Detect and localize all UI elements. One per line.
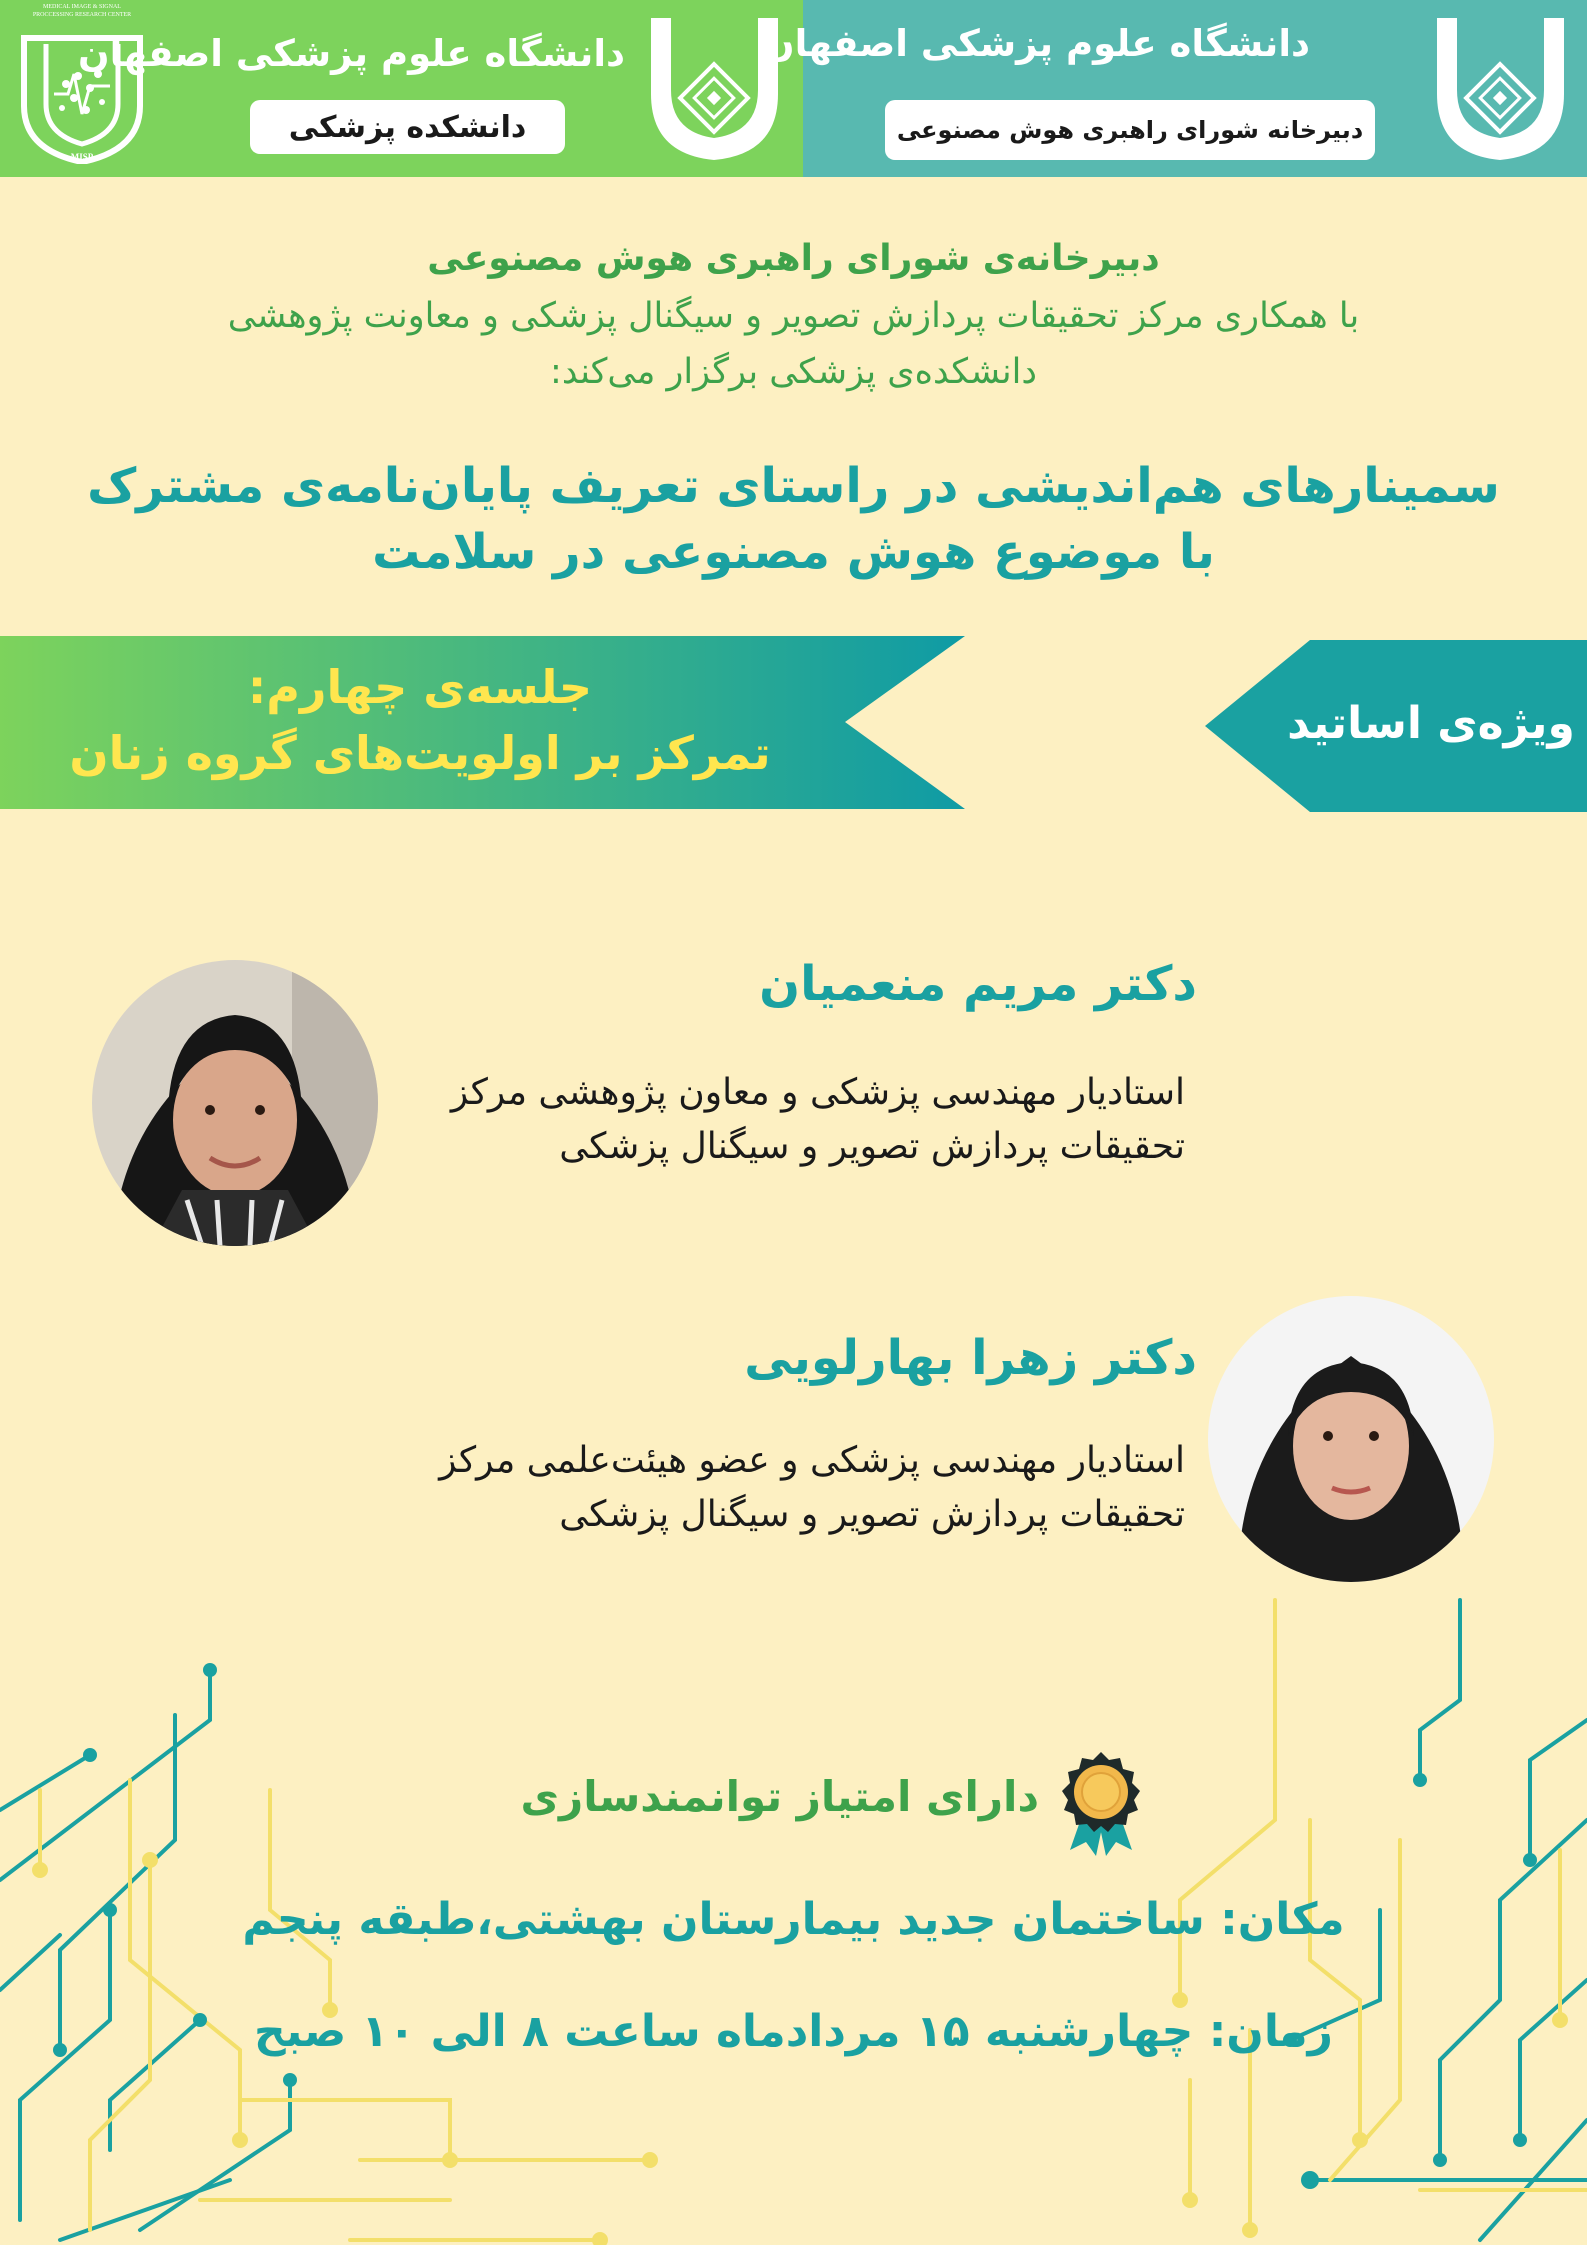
university-crest-icon xyxy=(647,14,782,162)
speaker-2-role-line-2: تحقیقات پردازش تصویر و سیگنال پزشکی xyxy=(559,1494,1185,1535)
session-label: جلسه‌ی چهارم: xyxy=(247,660,593,714)
speaker-2-name: دکتر زهرا بهارلویی xyxy=(744,1330,1197,1386)
audience-label: ویژه‌ی اساتید xyxy=(1287,698,1575,749)
credit-label: دارای امتیاز توانمندسازی xyxy=(520,1772,1039,1821)
speaker-1-name: دکتر مریم منعمیان xyxy=(759,956,1197,1012)
speaker-1-avatar xyxy=(92,960,378,1246)
left-faculty-pill: دانشکده پزشکی xyxy=(250,100,565,154)
session-topic: تمرکز بر اولویت‌های گروه زنان xyxy=(69,726,771,780)
intro-line-1: دبیرخانه‌ی شورای راهبری هوش مصنوعی xyxy=(427,238,1160,279)
right-university-name: دانشگاه علوم پزشکی اصفهان xyxy=(762,22,1310,65)
speaker-2-role-line-1: استادیار مهندسی پزشکی و عضو هیئت‌علمی مرکز xyxy=(439,1440,1185,1481)
seminar-title-line-1: سمینارهای هم‌اندیشی در راستای تعریف پایان‌نامه‌ی مشترک xyxy=(87,458,1500,514)
seminar-title-line-2: با موضوع هوش مصنوعی در سلامت xyxy=(372,524,1215,580)
right-secretariat-pill: دبیرخانه شورای راهبری هوش مصنوعی xyxy=(885,100,1375,160)
misp-logo-caption-top: MEDICAL IMAGE & SIGNAL xyxy=(43,4,121,10)
speaker-1-role-line-1: استادیار مهندسی پزشکی و معاون پژوهشی مرکز xyxy=(450,1072,1185,1113)
event-time: زمان: چهارشنبه ۱۵ مردادماه ساعت ۸ الی ۱۰ صبح xyxy=(254,2006,1333,2057)
misp-logo-caption-mid: PROCCESSING RESEARCH CENTER xyxy=(32,12,132,18)
university-crest-icon-right xyxy=(1433,14,1568,162)
event-location: مکان: ساختمان جدید بیمارستان بهشتی،طبقه پنجم xyxy=(242,1894,1345,1945)
speaker-2-avatar xyxy=(1208,1296,1494,1582)
award-medal-icon xyxy=(1056,1750,1146,1856)
intro-line-2: با همکاری مرکز تحقیقات پردازش تصویر و سیگنال پزشکی و معاونت پژوهشی xyxy=(227,296,1360,336)
left-university-name: دانشگاه علوم پزشکی اصفهان xyxy=(77,32,625,75)
intro-line-3: دانشکده‌ی پزشکی برگزار می‌کند: xyxy=(550,352,1037,392)
speaker-1-role-line-2: تحقیقات پردازش تصویر و سیگنال پزشکی xyxy=(559,1126,1185,1167)
misp-logo-caption-bottom: MISP xyxy=(70,152,94,162)
